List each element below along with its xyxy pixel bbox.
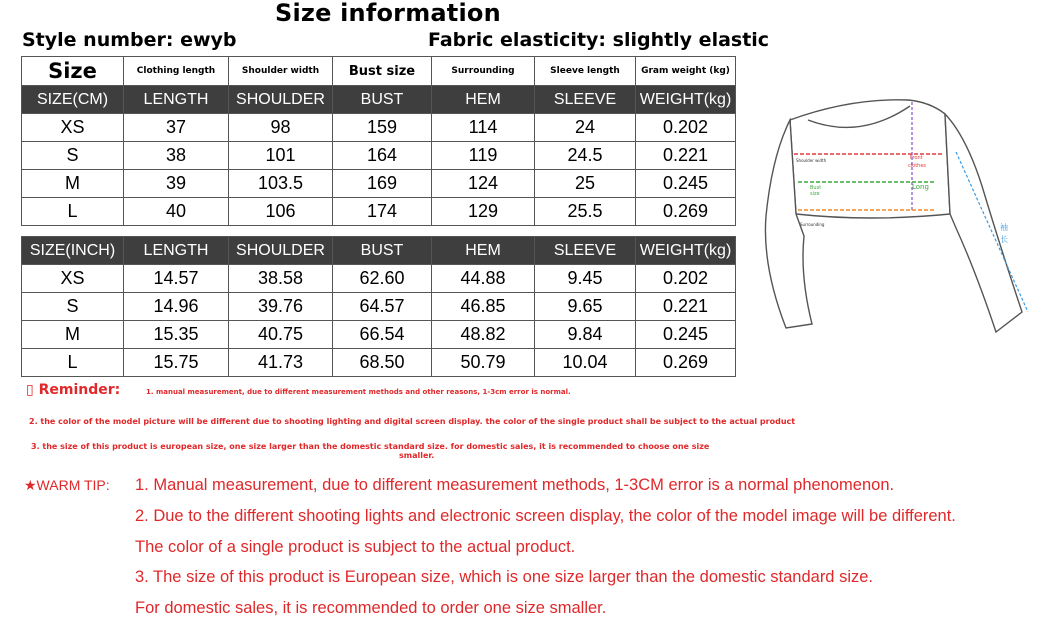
- long-label: Long: [912, 183, 929, 191]
- size-table-cm: [21, 56, 736, 226]
- garment-right-sleeve: [945, 114, 1022, 332]
- subheader-cell: BUST: [333, 86, 432, 114]
- table-cell: 103.5: [229, 170, 333, 198]
- subheader-cell: SIZE(INCH): [22, 237, 124, 265]
- table-cell: 114: [432, 114, 535, 142]
- table-row: [22, 142, 736, 170]
- table-cell: 14.96: [124, 293, 229, 321]
- bust-label-line2: size: [810, 191, 820, 197]
- subheader-cell: WEIGHT(kg): [636, 86, 736, 114]
- table-cell: 66.54: [333, 321, 432, 349]
- header-cell: Sleeve length: [535, 57, 636, 86]
- fabric-elasticity: Fabric elasticity: slightly elastic: [428, 29, 770, 51]
- subheader-cell: SHOULDER: [229, 86, 333, 114]
- table-cell: S: [22, 293, 124, 321]
- sleeve-label-cn-2: 长: [1000, 235, 1008, 244]
- table-cell: 101: [229, 142, 333, 170]
- table-cell: M: [22, 321, 124, 349]
- header-cell: Shoulder width: [229, 57, 333, 86]
- table-cell: 46.85: [432, 293, 535, 321]
- table-cell: 169: [333, 170, 432, 198]
- table-cell: 38.58: [229, 265, 333, 293]
- table-row: [22, 265, 736, 293]
- reminder-item: 2. the color of the model picture will be different due to shooting lighting and digital screen display. the color of the single product shall be subject to the actual product: [29, 417, 796, 426]
- table-subheader-row: [22, 86, 736, 114]
- table-row: [22, 321, 736, 349]
- header-cell: Bust size: [333, 57, 432, 86]
- table-cell: 14.57: [124, 265, 229, 293]
- table-cell: 25.5: [535, 198, 636, 226]
- warm-tip-line: For domestic sales, it is recommended to order one size smaller.: [135, 599, 607, 617]
- table-cell: 159: [333, 114, 432, 142]
- reminder-item: [31, 442, 851, 460]
- reminder-item: 1. manual measurement, due to different measurement methods and other reasons, 1-3cm error is normal.: [146, 388, 571, 396]
- warm-tip-line: 3. The size of this product is European size, which is one size larger than the domestic standard size.: [135, 568, 873, 586]
- surrounding-label: Surrounding: [800, 222, 825, 227]
- garment-outline: [765, 100, 1022, 332]
- table-cell: L: [22, 349, 124, 377]
- garment-measurement-diagram: [760, 96, 1037, 346]
- size-table-inch: [21, 236, 736, 377]
- reminder-item-text: smaller.: [399, 451, 435, 460]
- subheader-cell: LENGTH: [124, 237, 229, 265]
- subheader-cell: HEM: [432, 237, 535, 265]
- table-row: [22, 198, 736, 226]
- table-cell: 50.79: [432, 349, 535, 377]
- subheader-cell: LENGTH: [124, 86, 229, 114]
- header-cell: Clothing length: [124, 57, 229, 86]
- table-cell: 9.45: [535, 265, 636, 293]
- warm-tip-label: ★WARM TIP:: [24, 477, 110, 493]
- header-cell: Surrounding: [432, 57, 535, 86]
- table-cell: M: [22, 170, 124, 198]
- table-cell: XS: [22, 114, 124, 142]
- table-cell: 124: [432, 170, 535, 198]
- table-cell: 40: [124, 198, 229, 226]
- table-cell: 129: [432, 198, 535, 226]
- table-cell: 44.88: [432, 265, 535, 293]
- table-cell: 24.5: [535, 142, 636, 170]
- table-cell: 0.245: [636, 321, 736, 349]
- table-cell: L: [22, 198, 124, 226]
- subheader-cell: BUST: [333, 237, 432, 265]
- table-row: [22, 349, 736, 377]
- style-number: Style number: ewyb: [22, 29, 237, 51]
- table-cell: 39: [124, 170, 229, 198]
- table-cell: 15.75: [124, 349, 229, 377]
- subheader-cell: SLEEVE: [535, 86, 636, 114]
- table-row: [22, 293, 736, 321]
- header-cell: Gram weight (kg): [636, 57, 736, 86]
- subheader-cell: SLEEVE: [535, 237, 636, 265]
- table-cell: 25: [535, 170, 636, 198]
- table-cell: 62.60: [333, 265, 432, 293]
- table-cell: 39.76: [229, 293, 333, 321]
- subheader-cell: SHOULDER: [229, 237, 333, 265]
- table-cell: 119: [432, 142, 535, 170]
- table-cell: 37: [124, 114, 229, 142]
- warm-tip-line: 2. Due to the different shooting lights and electronic screen display, the color of the model image will be different.: [135, 507, 956, 525]
- table-cell: 0.221: [636, 142, 736, 170]
- warm-tip-line: The color of a single product is subject to the actual product.: [135, 538, 576, 556]
- table-cell: 64.57: [333, 293, 432, 321]
- table-cell: 0.202: [636, 265, 736, 293]
- table-cell: XS: [22, 265, 124, 293]
- table-cell: 0.245: [636, 170, 736, 198]
- reminder-item-text: 3. the size of this product is european size, one size larger than the domestic standard size. for domestic sales, it is recommended to choose one size: [31, 442, 710, 451]
- table-cell: 0.221: [636, 293, 736, 321]
- sleeve-label-cn: 袖: [1000, 223, 1008, 232]
- table-cell: 9.84: [535, 321, 636, 349]
- header-cell: Size: [22, 57, 124, 86]
- reminder-label: ▯ Reminder:: [26, 382, 121, 398]
- front-label: Front: [910, 155, 923, 161]
- table-row: [22, 114, 736, 142]
- subheader-cell: WEIGHT(kg): [636, 237, 736, 265]
- page-title: Size information: [275, 0, 501, 27]
- table-cell: 174: [333, 198, 432, 226]
- bust-label: Bust: [810, 185, 822, 191]
- table-cell: 98: [229, 114, 333, 142]
- table-cell: 15.35: [124, 321, 229, 349]
- table-cell: S: [22, 142, 124, 170]
- table-cell: 9.65: [535, 293, 636, 321]
- table-cell: 10.04: [535, 349, 636, 377]
- table-cell: 0.202: [636, 114, 736, 142]
- front-label-line2: clothes: [908, 163, 927, 169]
- table-cell: 68.50: [333, 349, 432, 377]
- table-cell: 24: [535, 114, 636, 142]
- table-cell: 40.75: [229, 321, 333, 349]
- table-cell: 48.82: [432, 321, 535, 349]
- table-header-row: [22, 57, 736, 86]
- warm-tip-line: 1. Manual measurement, due to different measurement methods, 1-3CM error is a normal phenomenon.: [135, 476, 895, 494]
- table-row: [22, 170, 736, 198]
- table-subheader-row: [22, 237, 736, 265]
- table-cell: 0.269: [636, 349, 736, 377]
- table-cell: 41.73: [229, 349, 333, 377]
- shoulder-width-label: Shoulder width: [796, 158, 827, 163]
- subheader-cell: SIZE(CM): [22, 86, 124, 114]
- subheader-cell: HEM: [432, 86, 535, 114]
- table-cell: 164: [333, 142, 432, 170]
- table-cell: 0.269: [636, 198, 736, 226]
- table-cell: 38: [124, 142, 229, 170]
- table-cell: 106: [229, 198, 333, 226]
